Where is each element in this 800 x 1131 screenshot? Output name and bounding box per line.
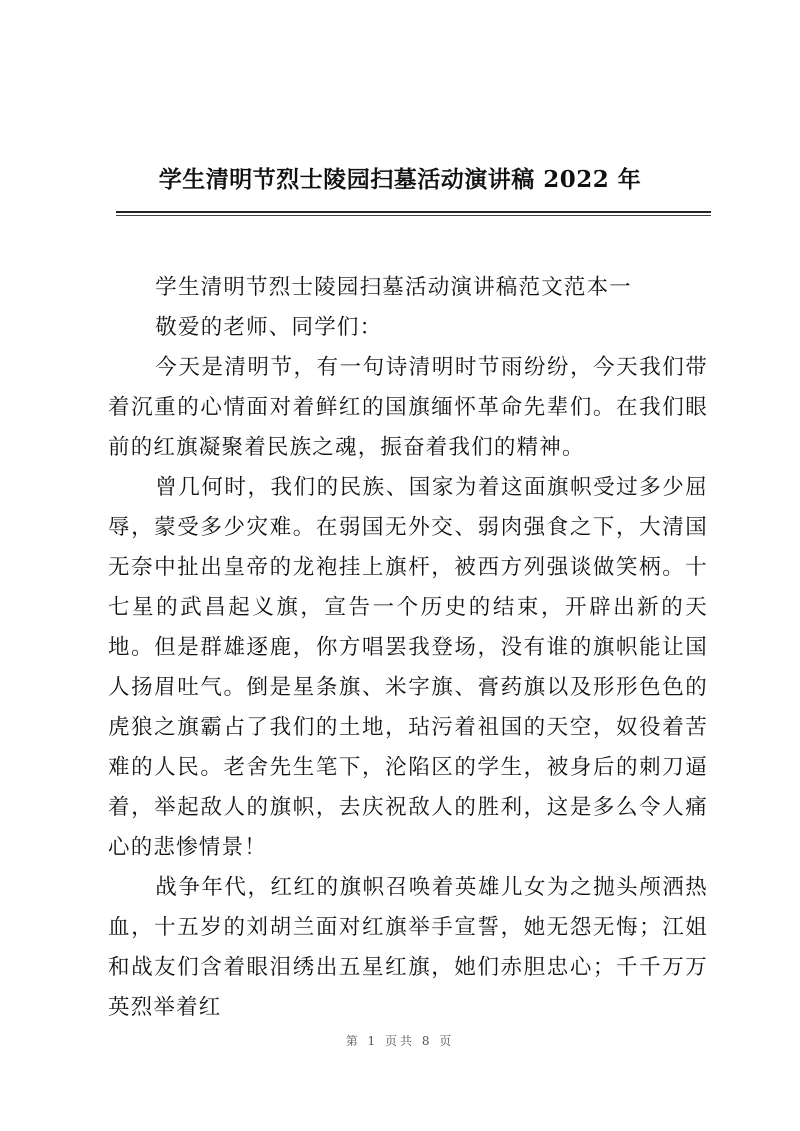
paragraph: 今天是清明节，有一句诗清明时节雨纷纷，今天我们带着沉重的心情面对着鲜红的国旗缅怀革命先辈们。在我们眼前的红旗凝聚着民族之魂，振奋着我们的精神。	[108, 355, 708, 460]
title-divider-thin	[116, 215, 711, 216]
salutation: 敬爱的老师、同学们：	[155, 315, 383, 340]
paragraph: 战争年代，红红的旗帜召唤着英雄儿女为之抛头颅洒热血，十五岁的刘胡兰面对红旗举手宣誓，她无怨无悔；江姐和战友们含着眼泪绣出五星红旗，她们赤胆忠心；千千万万英烈举着红	[108, 875, 708, 1020]
section-heading: 学生清明节烈士陵园扫墓活动演讲稿范文范本一	[155, 275, 632, 300]
title-divider	[116, 211, 711, 213]
document-body	[108, 268, 708, 1028]
paragraph: 曾几何时，我们的民族、国家为着这面旗帜受过多少屈辱，蒙受多少灾难。在弱国无外交、弱肉强食之下，大清国无奈中扯出皇帝的龙袍挂上旗杆，被西方列强谈做笑柄。十七星的武昌起义旗，宣告一个历史的结束，开辟出新的天地。但是群雄逐鹿，你方唱罢我登场，没有谁的旗帜能让国人扬眉吐气。倒是星条旗、米字旗、膏药旗以及形形色色的虎狼之旗霸占了我们的土地，玷污着祖国的天空，奴役着苦难的人民。老舍先生笔下，沦陷区的学生，被身后的刺刀逼着，举起敌人的旗帜，去庆祝敌人的胜利，这是多么令人痛心的悲惨情景！	[108, 475, 708, 860]
document-title: 学生清明节烈士陵园扫墓活动演讲稿 2022 年	[158, 166, 642, 193]
page-footer: 第 1 页共 8 页	[345, 1034, 455, 1048]
